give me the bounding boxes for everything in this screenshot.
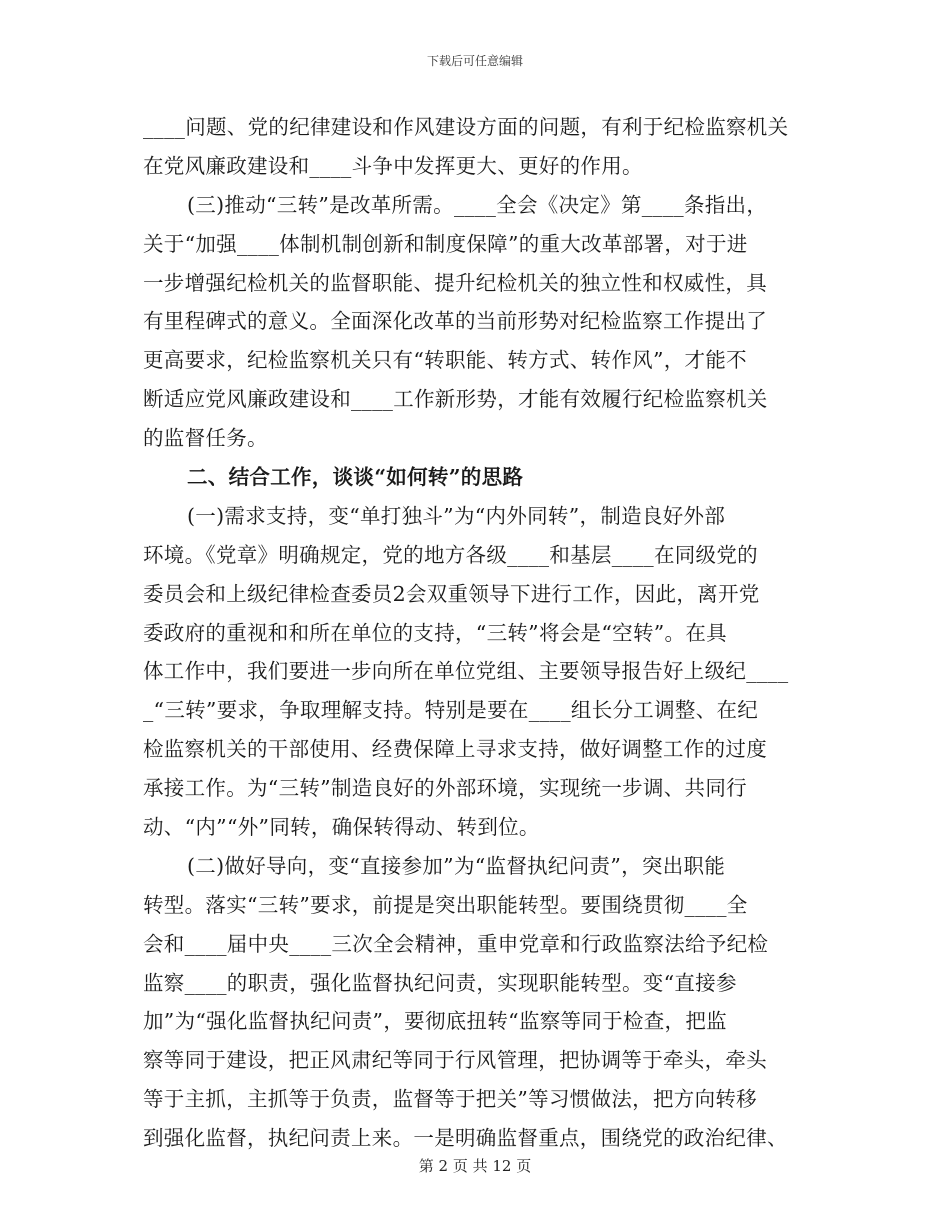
text-line: 在党风廉政建设和____斗争中发挥更大、更好的作用。	[143, 153, 643, 178]
paragraph-start-line: (二)做好导向，变“直接参加”为“监督执纪问责”，突出职能	[187, 853, 726, 878]
text-line: 有里程碑式的意义。全面深化改革的当前形势对纪检监察工作提出了	[143, 309, 767, 334]
text-line: 等于主抓，主抓等于负责，监督等于把关”等习惯做法，把方向转移	[143, 1087, 757, 1112]
text-line: 动、“内”“外”同转，确保转得动、转到位。	[143, 815, 540, 840]
text-line: ____问题、党的纪律建设和作风建设方面的问题，有利于纪检监察机关	[143, 115, 789, 139]
text-line: 会和____届中央____三次全会精神，重申党章和行政监察法给予纪检	[143, 931, 769, 956]
text-line: 承接工作。为“三转”制造良好的外部环境，实现统一步调、共同行	[143, 776, 747, 801]
text-line: 到强化监督，执纪问责上来。一是明确监督重点，围绕党的政治纪律、	[143, 1126, 788, 1151]
text-line: 转型。落实“三转”要求，前提是突出职能转型。要围绕贯彻____全	[143, 892, 748, 917]
text-line: 关于“加强____体制机制创新和制度保障”的重大改革部署，对于进	[143, 231, 748, 256]
document-body	[143, 108, 807, 1158]
text-line: 环境。《党章》明确规定，党的地方各级____和基层____在同级党的	[143, 542, 758, 567]
text-line: 监察____的职责，强化监督执纪问责，实现职能转型。变“直接参	[143, 970, 737, 995]
text-line: 一步增强纪检机关的监督职能、提升纪检机关的独立性和权威性，具	[143, 270, 767, 295]
text-line: 加”为“强化监督执纪问责”，要彻底扭转“监察等同于检查，把监	[143, 1009, 727, 1034]
text-line: 委员会和上级纪律检查委员2会双重领导下进行工作，因此，离开党	[143, 581, 760, 606]
text-line: 委政府的重视和和所在单位的支持，“三转”将会是“空转”。在具	[143, 620, 727, 645]
page-number-footer: 第 2 页 共 12 页	[418, 1157, 532, 1175]
text-line: 更高要求，纪检监察机关只有“转职能、转方式、转作风”，才能不	[143, 348, 747, 373]
paragraph-start-line: (一)需求支持，变“单打独斗”为“内外同转”，制造良好外部	[187, 503, 726, 528]
section-heading: 二、结合工作，谈谈“如何转”的思路	[187, 465, 524, 490]
text-line: 的监督任务。	[143, 426, 268, 451]
text-line: _“三转”要求，争取理解支持。特别是要在____组长分工调整、在纪	[143, 698, 759, 723]
text-line: 察等同于建设，把正风肃纪等同于行风管理，把协调等于牵头，牵头	[143, 1048, 767, 1073]
page-header: 下载后可任意编辑	[426, 54, 523, 68]
text-line: 断适应党风廉政建设和____工作新形势，才能有效履行纪检监察机关	[143, 387, 768, 412]
text-line: 体工作中，我们要进一步向所在单位党组、主要领导报告好上级纪____	[143, 659, 789, 684]
text-line: 检监察机关的干部使用、经费保障上寻求支持，做好调整工作的过度	[143, 737, 767, 762]
paragraph-start-line: (三)推动“三转”是改革所需。____全会《决定》第____条指出，	[187, 192, 768, 217]
